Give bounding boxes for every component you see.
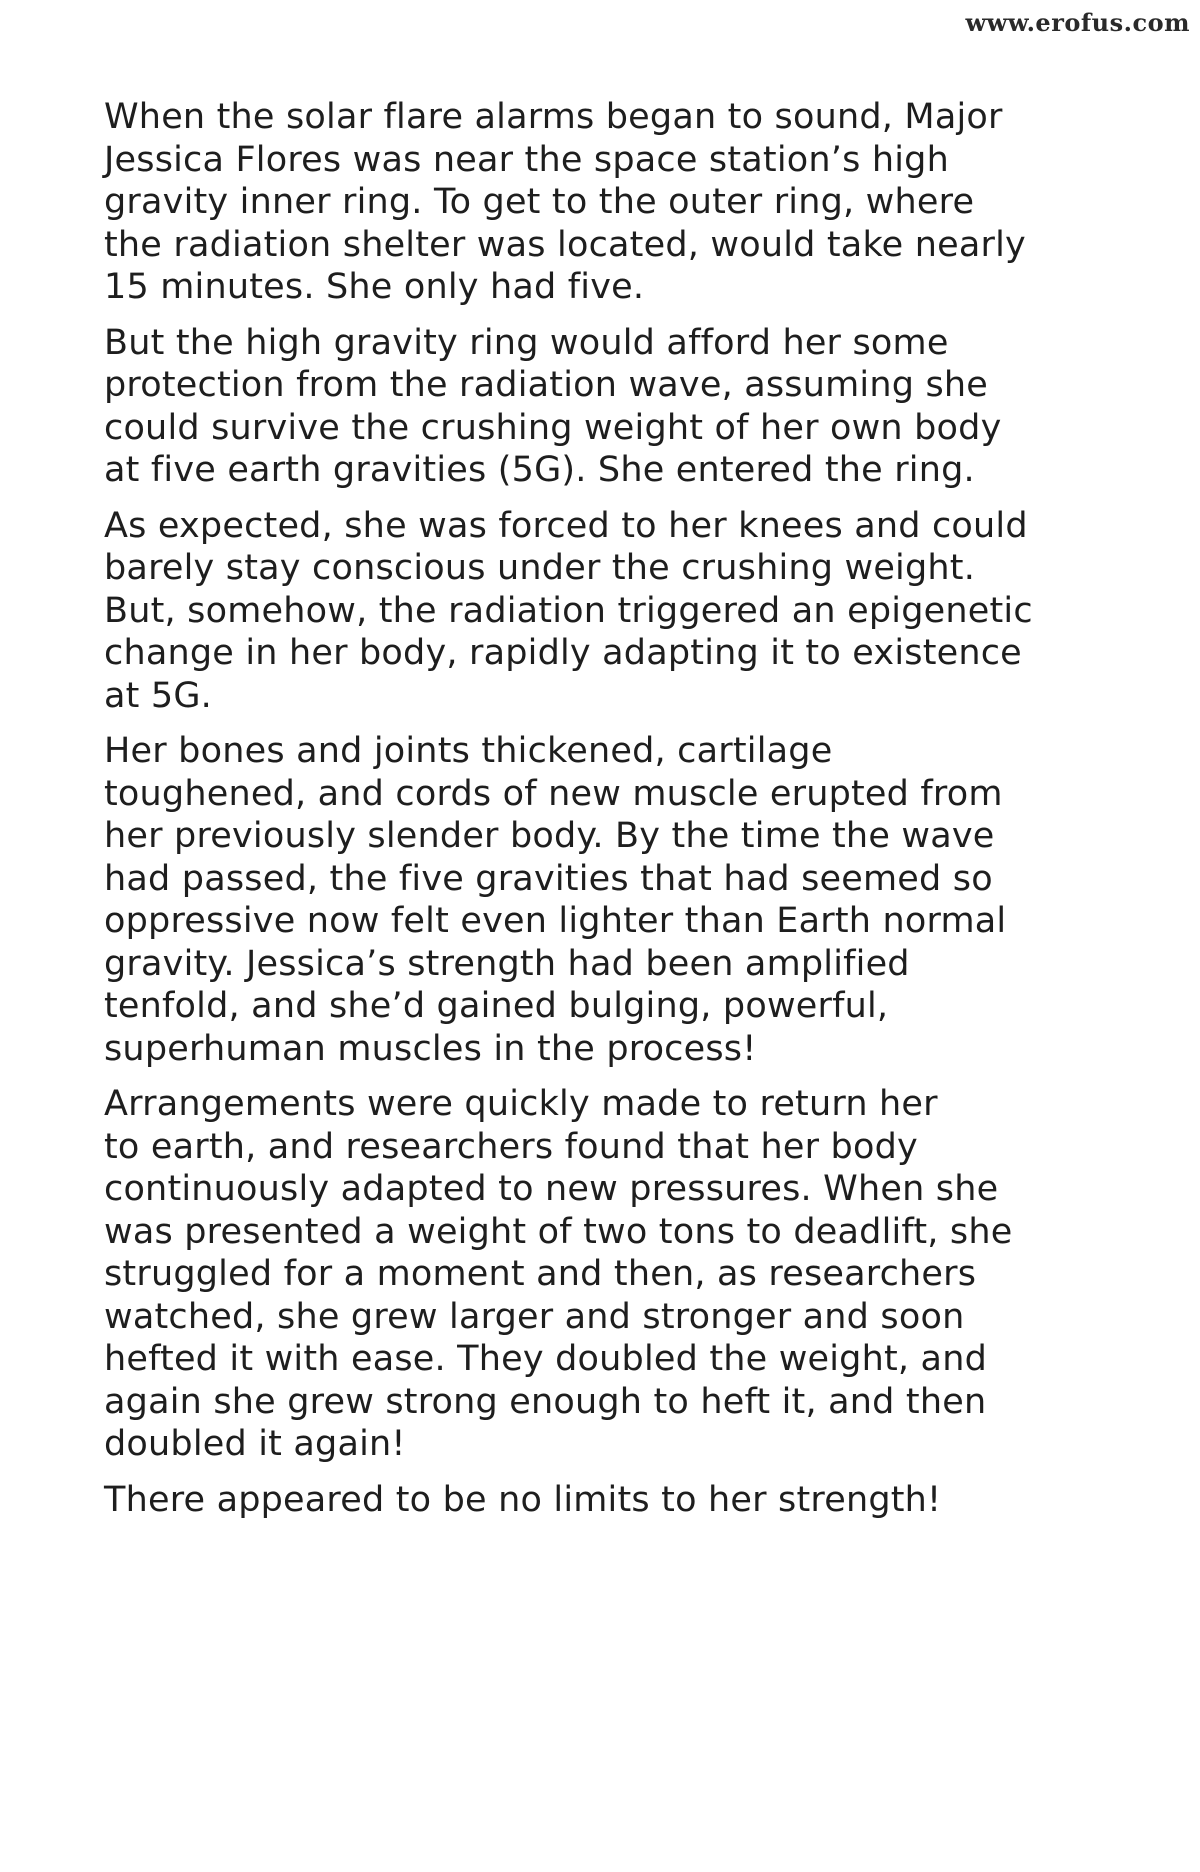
- story-text: [104, 96, 1124, 1534]
- paragraph-5: Arrangements were quickly made to return her to earth, and researchers found that her body continuously adapted to new pressures. When she was presented a weight of two tons to deadlift, she struggled for a moment and then, as researchers watched, she grew larger and stronger and soon hefted it with ease. They doubled the weight, and again she grew strong enough to heft it, and then doubled it again!: [104, 1084, 1013, 1464]
- paragraph-3: As expected, she was forced to her knees and could barely stay conscious under the crushing weight. But, somehow, the radiation triggered an epigenetic change in her body, rapidly adapting it to existence at 5G.: [104, 505, 1033, 716]
- watermark: www.erofus.com: [965, 8, 1190, 37]
- paragraph-4: Her bones and joints thickened, cartilage toughened, and cords of new muscle erupted from her previously slender body. By the time the wave had passed, the five gravities that had seemed so oppressive now felt even lighter than Earth normal gravity. Jessica’s strength had been amplified tenfold, and she’d gained bulging, powerful, superhuman muscles in the process!: [104, 731, 1007, 1069]
- paragraph-6: There appeared to be no limits to her strength!: [104, 1479, 942, 1520]
- paragraph-1: When the solar flare alarms began to sound, Major Jessica Flores was near the space station’s high gravity inner ring. To get to the outer ring, where the radiation shelter was located, would take nearly 15 minutes. She only had five.: [104, 97, 1026, 307]
- paragraph-2: But the high gravity ring would afford her some protection from the radiation wave, assuming she could survive the crushing weight of her own body at five earth gravities (5G). She entered the ring.: [104, 322, 1002, 490]
